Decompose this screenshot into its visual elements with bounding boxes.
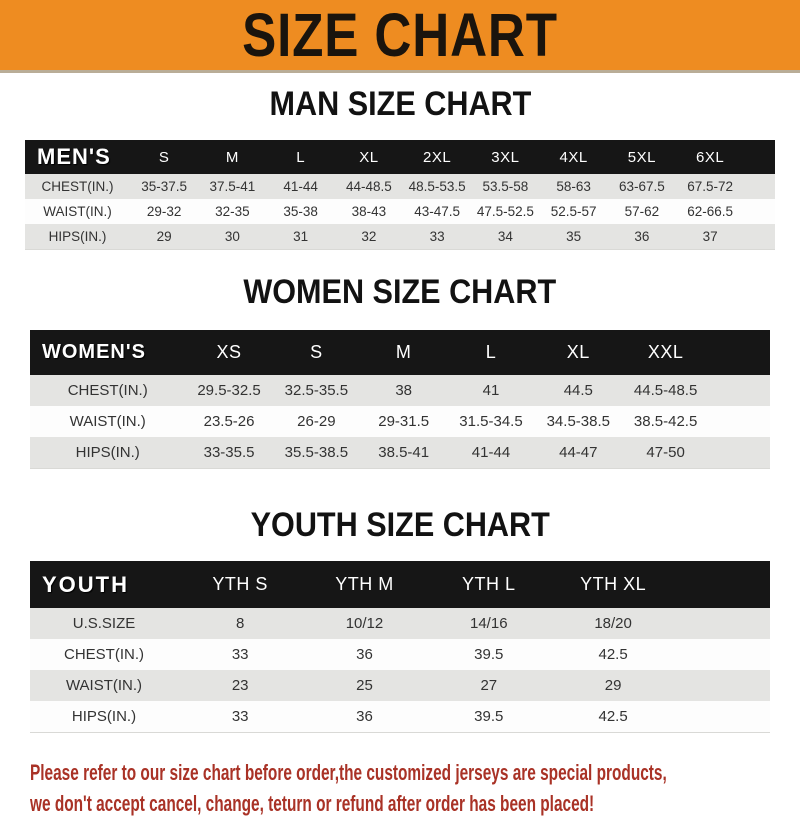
size-value: 42.5 <box>598 708 628 725</box>
size-value: 35.5-38.5 <box>284 444 349 461</box>
size-column-header: M <box>198 140 266 174</box>
size-value: 14/16 <box>470 615 508 632</box>
women-table-wrap <box>30 330 770 469</box>
size-value: 36 <box>634 229 650 244</box>
size-value: 37 <box>702 229 718 244</box>
filler-cell <box>744 174 775 199</box>
size-value: 38.5-42.5 <box>633 413 698 430</box>
filler-cell <box>709 375 770 406</box>
size-value: 33 <box>231 646 249 663</box>
filler-cell <box>744 224 775 249</box>
size-column-header: YTH S <box>178 561 302 608</box>
row-label: WAIST(IN.) <box>65 677 143 694</box>
size-header-row <box>25 140 775 174</box>
size-value: 35-38 <box>283 204 318 219</box>
youth-heading-text: YOUTH SIZE CHART <box>250 506 550 544</box>
size-header-row <box>30 330 770 375</box>
size-value: 29 <box>156 229 172 244</box>
size-column-header: XXL <box>622 330 709 375</box>
men-section-heading <box>0 73 800 126</box>
size-value: 31.5-34.5 <box>459 413 523 430</box>
row-label: CHEST(IN.) <box>64 646 144 663</box>
row-label: CHEST(IN.) <box>41 179 114 194</box>
measurement-row <box>30 375 770 406</box>
size-value: 67.5-72 <box>687 179 734 194</box>
size-value: 35-37.5 <box>141 179 188 194</box>
women-section-heading <box>0 250 800 314</box>
size-value: 42.5 <box>598 646 628 663</box>
size-value: 39.5 <box>474 646 504 663</box>
women-heading-text: WOMEN SIZE CHART <box>243 273 557 311</box>
row-label: HIPS(IN.) <box>75 444 140 461</box>
filler-cell <box>709 330 770 375</box>
table-corner-label: YOUTH <box>30 561 178 608</box>
size-value: 53.5-58 <box>482 179 529 194</box>
size-column-header: YTH XL <box>551 561 675 608</box>
measurement-row <box>25 199 775 224</box>
size-value: 62-66.5 <box>687 204 734 219</box>
size-value: 18/20 <box>594 615 632 632</box>
row-label: U.S.SIZE <box>72 615 136 632</box>
size-column-header: L <box>447 330 534 375</box>
size-value: 34 <box>497 229 513 244</box>
youth-table-wrap <box>30 561 770 733</box>
size-value: 43-47.5 <box>414 204 461 219</box>
size-value: 44.5 <box>563 382 593 399</box>
size-column-header: 5XL <box>608 140 676 174</box>
filler-cell <box>744 140 775 174</box>
size-value: 44.5-48.5 <box>633 382 698 399</box>
size-value: 37.5-41 <box>209 179 256 194</box>
youth-size-table <box>30 561 770 732</box>
size-value: 35 <box>566 229 582 244</box>
size-value: 32.5-35.5 <box>284 382 349 399</box>
filler-cell <box>675 608 770 639</box>
size-value: 33 <box>231 708 249 725</box>
row-label: HIPS(IN.) <box>71 708 137 725</box>
size-column-header: XL <box>335 140 403 174</box>
size-value: 33 <box>429 229 445 244</box>
size-value: 30 <box>224 229 240 244</box>
size-value: 23.5-26 <box>203 413 255 430</box>
size-value: 10/12 <box>345 615 384 632</box>
measurement-row <box>30 608 770 639</box>
size-column-header: S <box>130 140 198 174</box>
size-value: 29 <box>604 677 622 694</box>
filler-cell <box>675 561 770 608</box>
size-value: 38 <box>395 382 413 399</box>
filler-cell <box>675 670 770 701</box>
size-value: 34.5-38.5 <box>546 413 610 430</box>
size-column-header: XS <box>185 330 272 375</box>
size-value: 44-48.5 <box>345 179 392 194</box>
size-value: 38-43 <box>351 204 387 219</box>
banner <box>0 0 800 73</box>
size-value: 41-44 <box>471 444 511 461</box>
filler-cell <box>675 639 770 670</box>
size-value: 27 <box>480 677 498 694</box>
measurement-row <box>25 224 775 249</box>
table-corner-label: MEN'S <box>25 140 130 174</box>
filler-cell <box>675 701 770 732</box>
men-size-table <box>25 140 775 249</box>
banner-title: SIZE CHART <box>242 1 558 69</box>
measurement-row <box>30 670 770 701</box>
size-value: 8 <box>235 615 245 632</box>
row-label: HIPS(IN.) <box>48 229 107 244</box>
table-corner-label: WOMEN'S <box>30 330 185 375</box>
size-value: 23 <box>231 677 249 694</box>
measurement-row <box>25 174 775 199</box>
size-value: 52.5-57 <box>550 204 597 219</box>
size-column-header: XL <box>535 330 622 375</box>
filler-cell <box>709 406 770 437</box>
size-value: 38.5-41 <box>378 444 430 461</box>
men-heading-text: MAN SIZE CHART <box>269 85 531 123</box>
size-column-header: YTH M <box>302 561 426 608</box>
size-column-header: L <box>267 140 335 174</box>
filler-cell <box>744 199 775 224</box>
size-value: 31 <box>293 229 309 244</box>
size-value: 36 <box>356 646 373 663</box>
size-column-header: 2XL <box>403 140 471 174</box>
size-column-header: 3XL <box>471 140 539 174</box>
size-value: 57-62 <box>624 204 660 219</box>
size-value: 39.5 <box>474 708 504 725</box>
size-value: 41 <box>482 382 500 399</box>
size-value: 44-47 <box>559 444 598 461</box>
filler-cell <box>709 437 770 468</box>
disclaimer-line-2: we don't accept cancel, change, teturn or refund after order has been placed! <box>30 791 595 816</box>
size-column-header: 6XL <box>676 140 744 174</box>
size-column-header: S <box>273 330 360 375</box>
row-label: WAIST(IN.) <box>43 204 112 219</box>
size-value: 32-35 <box>215 204 250 219</box>
size-column-header: YTH L <box>427 561 551 608</box>
section-women <box>0 250 800 469</box>
disclaimer-line-1: Please refer to our size chart before order,the customized jerseys are special products, <box>30 760 667 785</box>
men-table-wrap <box>25 140 775 250</box>
size-value: 25 <box>356 677 373 694</box>
measurement-row <box>30 701 770 732</box>
size-value: 58-63 <box>556 179 591 194</box>
measurement-row <box>30 406 770 437</box>
row-label: CHEST(IN.) <box>67 382 148 399</box>
size-value: 29-32 <box>146 204 182 219</box>
size-value: 36 <box>356 708 373 725</box>
size-header-row <box>30 561 770 608</box>
disclaimer-note <box>30 757 800 819</box>
size-column-header: 4XL <box>540 140 608 174</box>
size-value: 63-67.5 <box>618 179 665 194</box>
size-value: 47.5-52.5 <box>476 204 534 219</box>
youth-section-heading <box>0 469 800 547</box>
size-value: 41-44 <box>283 179 318 194</box>
size-value: 29.5-32.5 <box>197 382 261 399</box>
size-value: 32 <box>361 229 377 244</box>
section-men <box>0 73 800 250</box>
women-size-table <box>30 330 770 468</box>
size-value: 48.5-53.5 <box>408 179 466 194</box>
section-youth <box>0 469 800 733</box>
size-value: 47-50 <box>646 444 685 461</box>
size-value: 29-31.5 <box>378 413 430 430</box>
size-value: 26-29 <box>297 413 336 430</box>
row-label: WAIST(IN.) <box>69 413 146 430</box>
size-column-header: M <box>360 330 447 375</box>
measurement-row <box>30 437 770 468</box>
size-value: 33-35.5 <box>203 444 255 461</box>
measurement-row <box>30 639 770 670</box>
